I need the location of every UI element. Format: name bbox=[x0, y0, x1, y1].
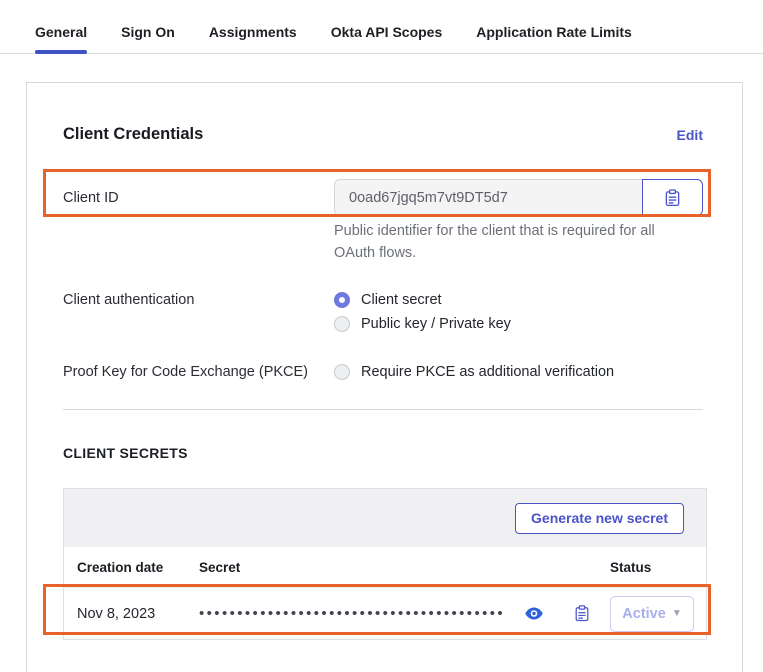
eye-icon bbox=[525, 606, 543, 621]
radio-client-secret-label: Client secret bbox=[361, 292, 442, 308]
clipboard-icon bbox=[574, 605, 590, 622]
client-id-help-text: Public identifier for the client that is required for all OAuth flows. bbox=[334, 223, 655, 261]
edit-link[interactable]: Edit bbox=[676, 126, 703, 143]
radio-public-private-key-label: Public key / Private key bbox=[361, 316, 511, 332]
table-row bbox=[64, 587, 706, 639]
generate-new-secret-button[interactable]: Generate new secret bbox=[515, 503, 684, 534]
client-secrets-table bbox=[63, 488, 707, 640]
radio-public-private-key[interactable] bbox=[334, 316, 511, 332]
client-id-field-group bbox=[334, 179, 703, 216]
tab-general[interactable]: General bbox=[35, 24, 87, 53]
caret-down-icon: ▼ bbox=[671, 608, 682, 619]
clipboard-icon bbox=[664, 189, 681, 207]
checkbox-unchecked-icon[interactable] bbox=[334, 364, 350, 380]
pkce-options bbox=[334, 364, 614, 380]
radio-selected-icon[interactable] bbox=[334, 292, 350, 308]
creation-date-cell bbox=[64, 605, 199, 623]
copy-client-id-button[interactable] bbox=[642, 179, 703, 216]
column-header-creation-date: Creation date bbox=[77, 559, 164, 575]
client-id-input[interactable] bbox=[334, 179, 642, 216]
copy-secret-button[interactable] bbox=[573, 605, 591, 623]
client-authentication-options bbox=[334, 292, 511, 332]
masked-secret-value: •••••••••••••••••••••••••••••••••••••••• bbox=[199, 605, 506, 622]
column-header-secret: Secret bbox=[199, 559, 241, 575]
tab-assignments[interactable]: Assignments bbox=[208, 24, 297, 40]
require-pkce-label: Require PKCE as additional verification bbox=[361, 364, 615, 380]
client-secrets-title: CLIENT SECRETS bbox=[63, 445, 188, 461]
checkbox-require-pkce[interactable] bbox=[334, 364, 614, 380]
radio-unselected-icon[interactable] bbox=[334, 316, 350, 332]
creation-date-value: Nov 8, 2023 bbox=[77, 605, 156, 622]
section-title: Client Credentials bbox=[63, 125, 204, 143]
column-header-status: Status bbox=[610, 559, 652, 575]
client-credentials-header bbox=[63, 125, 703, 144]
tab-okta-api-scopes[interactable]: Okta API Scopes bbox=[330, 24, 443, 40]
client-authentication-label: Client authentication bbox=[63, 292, 195, 308]
tab-application-rate-limits[interactable]: Application Rate Limits bbox=[476, 24, 632, 40]
show-secret-button[interactable] bbox=[525, 605, 543, 623]
client-id-label: Client ID bbox=[63, 189, 119, 206]
table-header-row bbox=[64, 547, 706, 587]
section-divider bbox=[63, 409, 703, 410]
radio-client-secret[interactable] bbox=[334, 292, 511, 308]
client-credentials-card bbox=[26, 82, 743, 672]
secret-cell bbox=[199, 605, 610, 623]
client-id-row bbox=[63, 179, 703, 216]
status-value: Active bbox=[622, 605, 666, 622]
client-secrets-toolbar bbox=[64, 489, 706, 547]
tab-sign-on[interactable]: Sign On bbox=[121, 24, 175, 40]
client-authentication-row bbox=[63, 292, 703, 332]
status-dropdown-button[interactable] bbox=[610, 596, 694, 632]
status-cell bbox=[610, 596, 706, 632]
pkce-row bbox=[63, 364, 703, 380]
pkce-label: Proof Key for Code Exchange (PKCE) bbox=[63, 364, 309, 380]
app-tabbar bbox=[0, 0, 763, 54]
